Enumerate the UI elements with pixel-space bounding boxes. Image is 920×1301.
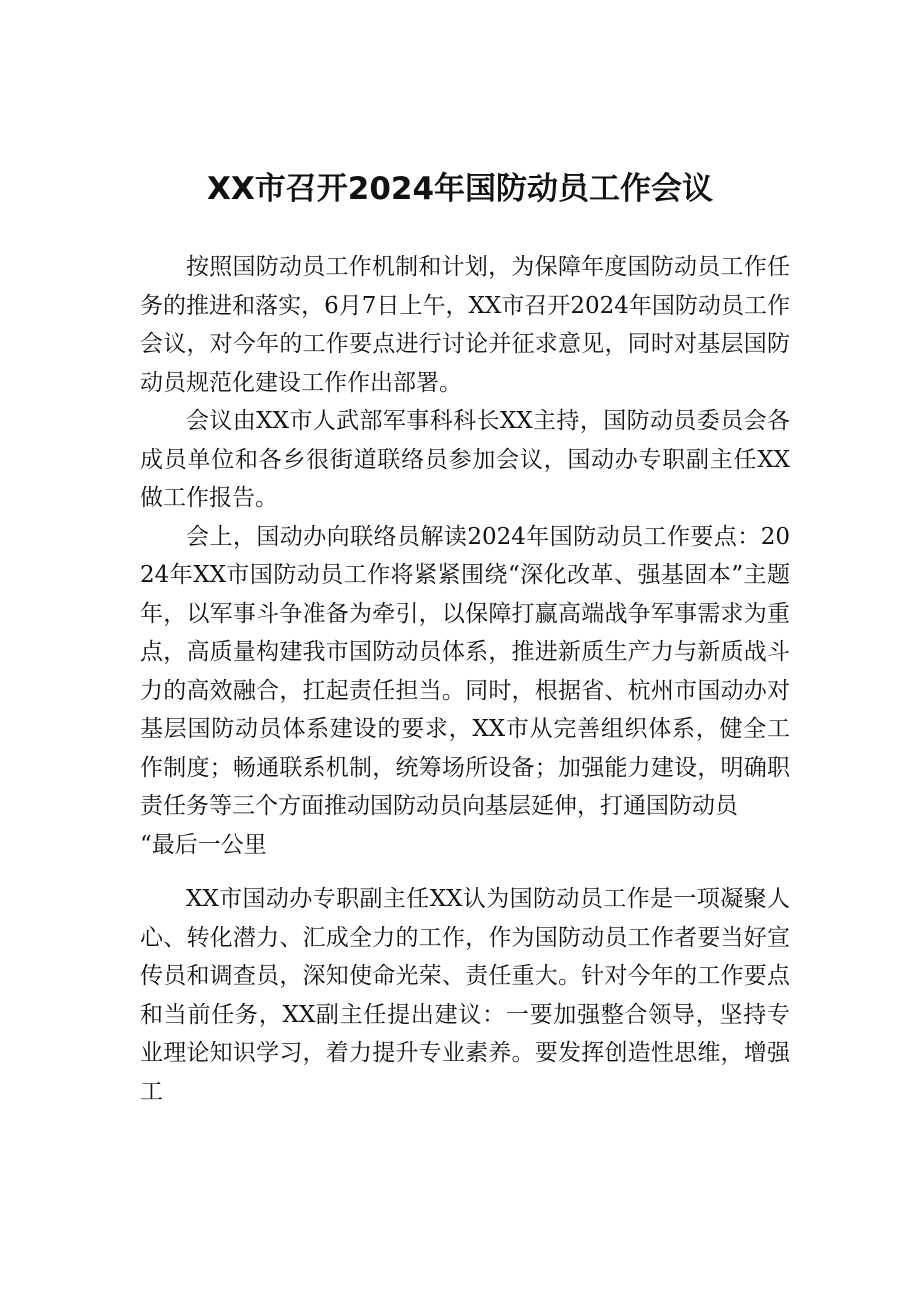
paragraph-meeting-host: 会议由XX市人武部军事科科长XX主持，国防动员委员会各成员单位和各乡很街道联络员参加会议，国动办专职副主任XX做工作报告。 bbox=[140, 408, 790, 511]
paragraph-director-remarks: XX市国动办专职副主任XX认为国防动员工作是一项凝聚人心、转化潜力、汇成全力的工作，作为国防动员工作者要当好宣传员和调查员，深知使命光荣、责任重大。针对今年的工作要点和当前任务，XX副主任提出建议：一要加强整合领导，坚持专业理论知识学习，着力提升专业素养。要发挥创造性思维，增强工 bbox=[140, 886, 790, 1105]
document-body bbox=[140, 248, 790, 1111]
paragraph-work-points: 会上，国动办向联络员解读2024年国防动员工作要点：2024年XX市国防动员工作将紧紧围绕“深化改革、强基固本”主题年，以军事斗争准备为牵引，以保障打赢高端战争军事需求为重点，高质量构建我市国防动员体系，推进新质生产力与新质战斗力的高效融合，扛起责任担当。同时，根据省、杭州市国动办对基层国防动员体系建设的要求，XX市从完善组织体系，健全工作制度；畅通联系机制，统筹场所设备；加强能力建设，明确职责任务等三个方面推动国防动员向基层延伸，打通国防动员 bbox=[140, 523, 790, 819]
paragraph-meeting-overview: 按照国防动员工作机制和计划，为保障年度国防动员工作任务的推进和落实，6月7日上午，XX市召开2024年国防动员工作会议，对今年的工作要点进行讨论并征求意见，同时对基层国防动员规范化建设工作作出部署。 bbox=[140, 254, 790, 396]
document-title: XX市召开2024年国防动员工作会议 bbox=[206, 170, 714, 207]
paragraph-last-mile: “最后一公里 bbox=[140, 831, 267, 858]
